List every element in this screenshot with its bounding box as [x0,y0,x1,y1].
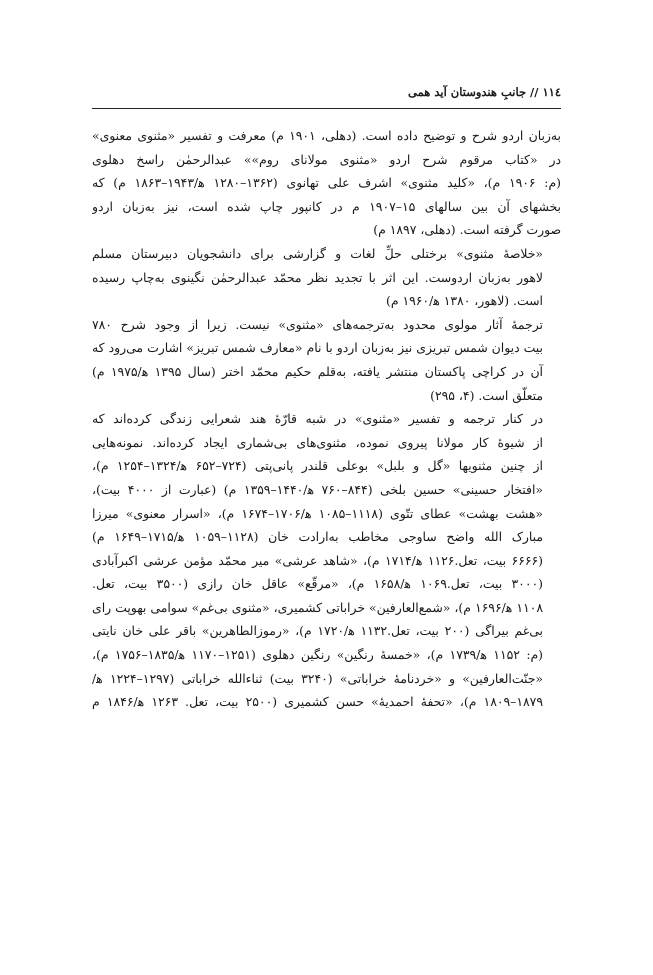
text-line: مبارک الله واضح ساوجی مخاطب به‌ارادت خان (۱۱۲۸–۱۰۵۹ ه‍/۱۷۱۵–۱۶۴۹ م) [92,529,543,545]
text-line: ۱۸۷۹–۱۸۰۹ م)، «تحفهٔ احمدیهٔ» حسن کشمیری (۲۵۰۰ بیت، تعل. ۱۲۶۳ ه‍/۱۸۴۶ م [92,694,543,710]
text-line: به‌زبان اردو شرح و توضیح داده است. (دهلی، ۱۹۰۱ م) معرفت و تفسیر «مثنوی معنوی» [92,128,561,143]
paragraph-2 [92,242,561,313]
text-line: (۳۰۰۰ بیت، تعل.۱۰۶۹ ه‍/۱۶۵۸ م)، «مرقّع» عاقل خان رازی (۳۵۰۰ بیت، تعل. [92,576,543,592]
body-text [92,124,561,714]
text-line: لاهور به‌زبان اردوست. این اثر با تجدید نظر محمّد عبدالرحمٰن نگینوی به‌چاپ رسیده [92,269,543,285]
text-line: بخشهای آن بین سالهای ۱۵–۱۹۰۷ م در کانپور چاپ شده است، نیز به‌زبان اردو [92,198,561,214]
text-line: بیت دیوان شمس تبریزی نیز به‌زبان اردو با نام «معارف شمس تبریز» اشارت می‌رود که [92,340,543,356]
text-line: ۱۱۰۸ ه‍/۱۶۹۶ م)، «شمع‌العارفین» خراباتی کشمیری، «مثنوی بی‌غم» سوامی بهوپت رای [92,599,543,615]
text-line: بی‌غم بیراگی (۲۰۰ بیت، تعل.۱۱۳۲ ه‍/۱۷۲۰ م)، «رموزالطاهرین» باقر علی خان نایتی [92,623,543,639]
text-line: از چنین مثنویها «گل و بلبل» بوعلی قلندر پانی‌پتی (۷۲۴–۶۵۲ ه‍/۱۳۲۴–۱۲۵۴ م)، [92,458,543,474]
paragraph-1 [92,124,561,242]
header-rule [92,108,561,109]
text-line: «افتخار حسینی» حسین بلخی (۸۴۴–۷۶۰ ه‍/۱۴۴۰–۱۳۵۹ م) (عبارت از ۴۰۰۰ بیت)، [92,481,543,497]
text-line: است. (لاهور، ۱۳۸۰ ه‍/۱۹۶۰ م) [386,293,543,309]
text-line: در «کتاب مرقوم شرح اردو «مثنوی مولانای روم»» عبدالرحمٰن راسخ دهلوی [92,151,561,167]
text-line: (م: ۱۹۰۶ م)، «کلید مثنوی» اشرف علی تهانوی (۱۳۶۲–۱۲۸۰ ه‍/۱۹۴۳–۱۸۶۳ م) که [92,175,561,191]
text-line: «هشت بهشت» عطای تتّوی (۱۱۱۸–۱۰۸۵ ه‍/۱۷۰۶–۱۶۷۴ م)، «اسرار معنوی» میرزا [92,505,543,521]
text-line: ترجمهٔ آثار مولوی محدود به‌ترجمه‌های «مثنوی» نیست. زیرا از وجود شرح ۷۸۰ [92,316,543,332]
text-line: «جنّت‌العارفین» و «خردنامهٔ خراباتی» (۳۲۴۰ بیت) ثناءالله خراباتی (۱۲۹۷–۱۲۲۴ ه‍/ [92,670,544,686]
text-line: (۶۶۶۶ بیت، تعل.۱۱۲۶ ه‍/۱۷۱۴ م)، «شاهد عرشی» میر محمّد مؤمن عرشی اکبرآبادی [92,552,544,568]
text-line: آن در کراچی پاکستان منتشر یافته، به‌قلم حکیم محمّد اختر (سال ۱۳۹۵ ه‍/۱۹۷۵ م) [92,363,543,379]
text-line: «خلاصهٔ مثنوی» برختلی حلِّ لغات و گزارشی برای دانشجویان دبیرستان مسلم [92,245,543,261]
paragraph-4 [92,407,561,714]
text-line: (م: ۱۱۵۲ ه‍/۱۷۳۹ م)، «خمسهٔ رنگین» رنگین دهلوی (۱۲۵۱–۱۱۷۰ ه‍/۱۸۳۵–۱۷۵۶ م)، [92,647,544,663]
text-line: در کنار ترجمه و تفسیر «مثنوی» در شبه قارّهٔ هند شعرایی زندگی کرده‌اند که [92,411,543,427]
text-line: صورت گرفته است. (دهلی، ۱۸۹۷ م) [373,222,561,238]
text-line: از شیوهٔ کار مولانا پیروی نموده، مثنوی‌های بی‌شماری ایجاد کرده‌اند. نمونه‌هایی [92,434,543,450]
text-line: متعلّق است. (۴، ۲۹۵) [430,387,543,403]
paragraph-3 [92,313,561,407]
running-head: ۱۱٤ // جانبِ هندوستان آید همی [408,85,561,99]
